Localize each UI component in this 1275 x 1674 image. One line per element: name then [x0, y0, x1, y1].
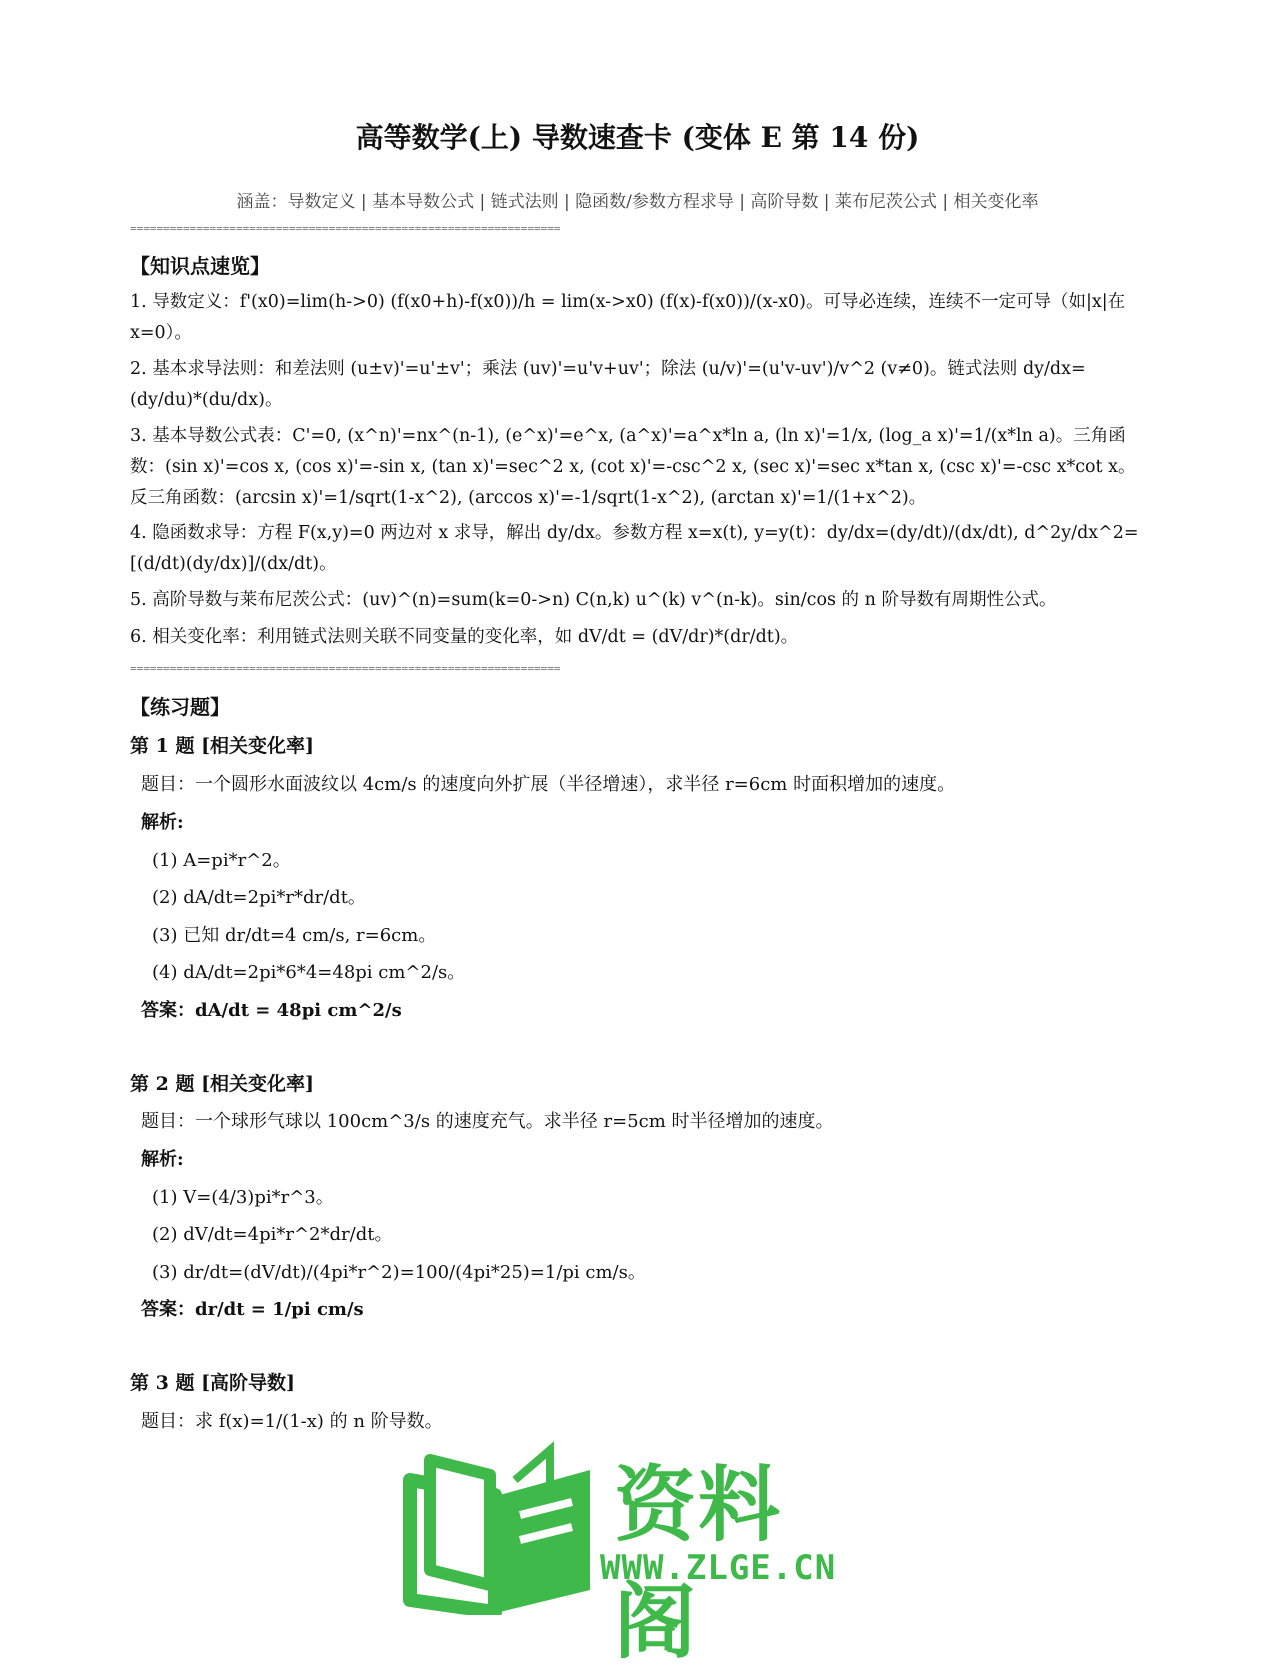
- question-2-analysis-label: 解析:: [141, 1149, 184, 1170]
- practice-heading: 【练习题】: [130, 695, 230, 719]
- question-1-text: 题目：一个圆形水面波纹以 4cm/s 的速度向外扩展（半径增速），求半径 r=6cm 时面积增加的速度。: [141, 774, 956, 795]
- divider-middle: =================================================================: [130, 662, 561, 675]
- question-3-title: 第 3 题 [高阶导数]: [130, 1372, 296, 1394]
- knowledge-item: 1. 导数定义：f'(x0)=lim(h->0) (f(x0+h)-f(x0))/h = lim(x->x0) (f(x)-f(x0))/(x-x0)。可导必连续，连续不一定可导（如|x|在 x=0）。: [130, 292, 1126, 343]
- question-1-step: (2) dA/dt=2pi*r*dr/dt。: [152, 887, 366, 908]
- question-1-step: (1) A=pi*r^2。: [152, 850, 291, 871]
- page-title: 高等数学(上) 导数速查卡 (变体 E 第 14 份): [355, 121, 920, 154]
- question-2-text: 题目：一个球形气球以 100cm^3/s 的速度充气。求半径 r=5cm 时半径增加的速度。: [141, 1111, 834, 1132]
- question-2-step: (1) V=(4/3)pi*r^3。: [152, 1187, 334, 1208]
- question-1-step: (3) 已知 dr/dt=4 cm/s, r=6cm。: [152, 925, 437, 946]
- open-book-logo-icon: [400, 1440, 600, 1615]
- knowledge-item: 3. 基本导数公式表：C'=0, (x^n)'=nx^(n-1), (e^x)'=e^x, (a^x)'=a^x*ln a, (ln x)'=1/x, (log_a x)'=1/(x*ln a)。三角函数：(sin x)'=cos x, (cos x)'=-sin x, (tan x)'=sec^2 x, (cot x)'=-csc^2 x, (sec x)'=sec x*tan x, (csc x)'=-csc x*cot x。反三角函数：(arcsin x)'=1/sqrt(1-x^2), (arccos x)'=-1/sqrt(1-x^2), (arctan x)'=1/(1+x^2)。: [130, 426, 1136, 508]
- watermark: [400, 1440, 860, 1670]
- question-1-step: (4) dA/dt=2pi*6*4=48pi cm^2/s。: [152, 962, 466, 983]
- watermark-brand: 资料阁: [614, 1458, 783, 1670]
- question-2-step: (2) dV/dt=4pi*r^2*dr/dt。: [152, 1224, 393, 1245]
- knowledge-item: 4. 隐函数求导：方程 F(x,y)=0 两边对 x 求导，解出 dy/dx。参数方程 x=x(t), y=y(t)：dy/dx=(dy/dt)/(dx/dt), d^2y/dx^2=[(d/dt)(dy/dx)]/(dx/dt)。: [130, 523, 1139, 574]
- question-2-title: 第 2 题 [相关变化率]: [130, 1073, 315, 1095]
- knowledge-item: 5. 高阶导数与莱布尼茨公式：(uv)^(n)=sum(k=0->n) C(n,k) u^(k) v^(n-k)。sin/cos 的 n 阶导数有周期性公式。: [130, 590, 1057, 610]
- knowledge-heading: 【知识点速览】: [130, 254, 270, 278]
- question-1-answer: 答案：dA/dt = 48pi cm^2/s: [141, 1000, 402, 1021]
- question-2-answer: 答案：dr/dt = 1/pi cm/s: [141, 1299, 364, 1320]
- question-1-analysis-label: 解析:: [141, 812, 184, 833]
- divider-top: =================================================================: [130, 222, 561, 235]
- question-1-title: 第 1 题 [相关变化率]: [130, 735, 315, 757]
- knowledge-item: 6. 相关变化率：利用链式法则关联不同变量的变化率，如 dV/dt = (dV/dr)*(dr/dt)。: [130, 627, 799, 647]
- page-subtitle: 涵盖：导数定义 | 基本导数公式 | 链式法则 | 隐函数/参数方程求导 | 高阶导数 | 莱布尼茨公式 | 相关变化率: [236, 192, 1039, 212]
- question-3-text: 题目：求 f(x)=1/(1-x) 的 n 阶导数。: [141, 1411, 443, 1432]
- question-2-step: (3) dr/dt=(dV/dt)/(4pi*r^2)=100/(4pi*25)=1/pi cm/s。: [152, 1262, 646, 1283]
- watermark-url: WWW.ZLGE.CN: [600, 1548, 837, 1588]
- knowledge-item: 2. 基本求导法则：和差法则 (u±v)'=u'±v'；乘法 (uv)'=u'v+uv'；除法 (u/v)'=(u'v-uv')/v^2 (v≠0)。链式法则 dy/dx=(dy/du)*(du/dx)。: [130, 359, 1086, 410]
